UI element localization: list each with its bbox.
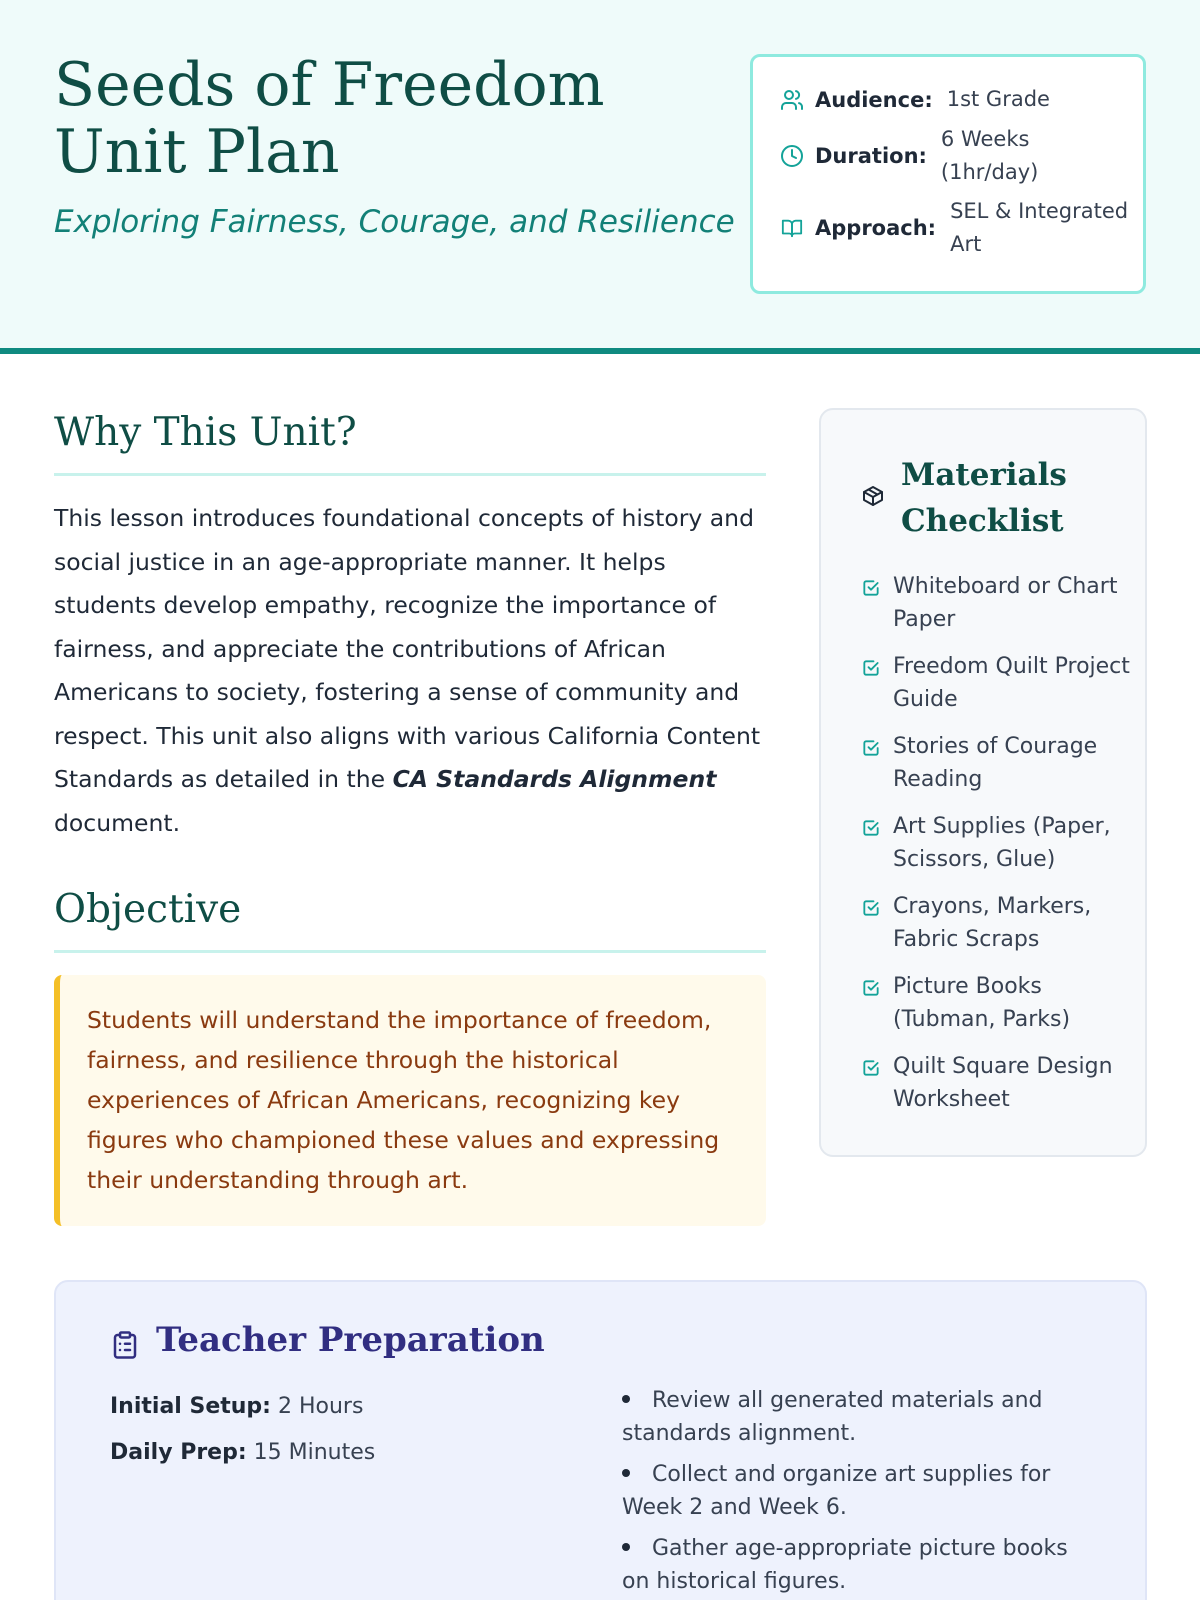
materials-item bbox=[861, 1050, 1131, 1116]
initial-setup-value: 2 Hours bbox=[277, 1394, 364, 1419]
prep-task bbox=[622, 1458, 1102, 1524]
prep-title: Teacher Preparation bbox=[156, 1320, 545, 1360]
why-paragraph bbox=[54, 497, 769, 845]
checkbox-icon bbox=[861, 1058, 881, 1078]
daily-prep-label: Daily Prep: bbox=[110, 1440, 247, 1465]
unit-header bbox=[0, 0, 1200, 354]
checkbox-icon bbox=[861, 818, 881, 838]
materials-checklist bbox=[819, 408, 1147, 1157]
checkbox-icon bbox=[861, 578, 881, 598]
materials-item bbox=[861, 570, 1131, 636]
duration-value-line1: 6 Weeks bbox=[940, 127, 1030, 151]
clipboard-icon bbox=[110, 1330, 142, 1362]
checkbox-icon bbox=[861, 898, 881, 918]
materials-item bbox=[861, 650, 1131, 716]
duration-label: Duration: bbox=[815, 144, 927, 168]
prep-task-text: Review all generated materials and standards alignment. bbox=[622, 1388, 1043, 1446]
why-text-before: This lesson introduces foundational concepts of history and social justice in an age-appropriate manner. It helps students develop empathy, recognize the importance of fairness, and appreciate the contributions of African Americans to society, fostering a sense of community and respect. This unit also aligns with various California Content Standards as detailed in the bbox=[54, 504, 761, 793]
why-divider bbox=[54, 473, 766, 476]
why-heading: Why This Unit? bbox=[54, 410, 357, 455]
objective-callout bbox=[54, 975, 766, 1226]
bullet-icon bbox=[622, 1543, 630, 1551]
initial-setup-label: Initial Setup: bbox=[110, 1394, 271, 1419]
checkbox-icon bbox=[861, 978, 881, 998]
materials-item-label: Crayons, Markers, Fabric Scraps bbox=[893, 894, 1092, 952]
materials-item bbox=[861, 730, 1131, 796]
materials-item bbox=[861, 810, 1131, 876]
materials-item-label: Quilt Square Design Worksheet bbox=[893, 1054, 1113, 1112]
bullet-icon bbox=[622, 1469, 630, 1477]
package-icon bbox=[861, 484, 887, 510]
approach-value bbox=[950, 195, 1128, 261]
meta-duration bbox=[779, 123, 1038, 189]
checkbox-icon bbox=[861, 658, 881, 678]
standards-doc-reference: CA Standards Alignment bbox=[392, 765, 717, 793]
objective-divider bbox=[54, 950, 766, 953]
initial-setup bbox=[110, 1394, 363, 1419]
materials-item bbox=[861, 890, 1131, 956]
duration-value bbox=[941, 123, 1038, 189]
audience-label: Audience: bbox=[815, 87, 933, 112]
page-subtitle: Exploring Fairness, Courage, and Resilience bbox=[54, 204, 735, 240]
why-text-after: document. bbox=[54, 808, 181, 837]
materials-item-label: Stories of Courage Reading bbox=[893, 734, 1098, 792]
duration-value-line2: (1hr/day) bbox=[940, 160, 1039, 184]
bullet-icon bbox=[622, 1395, 630, 1403]
materials-title: Materials Checklist bbox=[901, 457, 1067, 539]
page-title: Seeds of Freedom Unit Plan bbox=[54, 50, 605, 187]
approach-value-line2: Art bbox=[950, 232, 982, 256]
unit-meta-card bbox=[750, 54, 1146, 294]
daily-prep-value: 15 Minutes bbox=[253, 1440, 376, 1465]
prep-task-text: Collect and organize art supplies for Week 2 and Week 6. bbox=[622, 1462, 1051, 1520]
book-open-icon bbox=[779, 215, 805, 241]
materials-item-label: Whiteboard or Chart Paper bbox=[893, 574, 1118, 632]
approach-label: Approach: bbox=[815, 216, 937, 240]
meta-approach bbox=[779, 195, 1128, 261]
prep-task-text: Gather age-appropriate picture books on historical figures. bbox=[622, 1536, 1068, 1594]
materials-item-label: Freedom Quilt Project Guide bbox=[893, 654, 1130, 712]
objective-text: Students will understand the importance of freedom, fairness, and resilience through the historical experiences of African Americans, recognizing key figures who championed these values and expressing their understanding through art. bbox=[87, 1006, 720, 1194]
materials-item-label: Art Supplies (Paper, Scissors, Glue) bbox=[893, 814, 1111, 872]
materials-item-label: Picture Books (Tubman, Parks) bbox=[893, 974, 1071, 1032]
audience-value: 1st Grade bbox=[946, 87, 1050, 111]
materials-list bbox=[861, 570, 1131, 1130]
teacher-prep-panel bbox=[54, 1280, 1147, 1600]
prep-task-list bbox=[622, 1384, 1102, 1600]
prep-task bbox=[622, 1384, 1102, 1450]
users-icon bbox=[779, 87, 805, 113]
checkbox-icon bbox=[861, 738, 881, 758]
daily-prep bbox=[110, 1440, 375, 1465]
prep-task bbox=[622, 1532, 1102, 1598]
objective-heading: Objective bbox=[54, 887, 242, 932]
clock-icon bbox=[779, 143, 805, 169]
approach-value-line1: SEL & Integrated bbox=[950, 199, 1129, 223]
materials-item bbox=[861, 970, 1131, 1036]
meta-audience bbox=[779, 83, 1050, 116]
